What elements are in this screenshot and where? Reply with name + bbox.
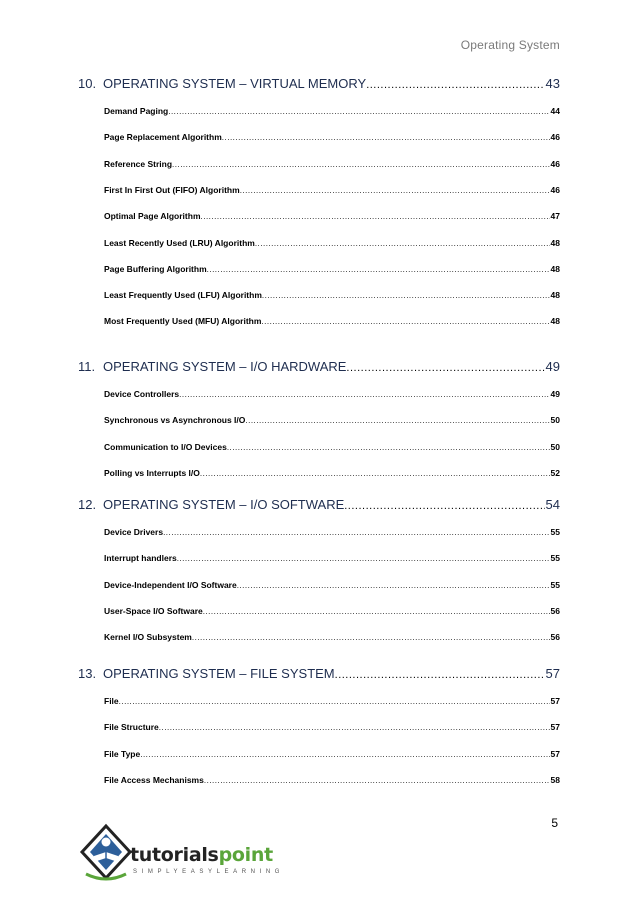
toc-section-entry[interactable]: [104, 185, 560, 195]
toc-chapter-entry[interactable]: [78, 497, 560, 512]
section-title: Reference String: [104, 159, 173, 169]
section-page: 56: [550, 632, 560, 642]
section-title: Polling vs Interrupts I/O: [104, 468, 200, 478]
toc-section-entry[interactable]: [104, 316, 560, 326]
dot-leader: [204, 776, 550, 785]
section-title: File: [104, 696, 119, 706]
toc-section-entry[interactable]: [104, 290, 560, 300]
dot-leader: [262, 291, 550, 300]
chapter-page: 57: [545, 666, 560, 681]
dot-leader: [245, 416, 549, 425]
section-page: 48: [550, 238, 560, 248]
dot-leader: [172, 160, 550, 169]
section-title: Interrupt handlers: [104, 553, 177, 563]
chapter-title: OPERATING SYSTEM – VIRTUAL MEMORY: [103, 76, 367, 91]
logo-tagline: SIMPLYEASYLEARNING: [133, 869, 285, 875]
toc-section-entry[interactable]: [104, 264, 560, 274]
section-title: Least Recently Used (LRU) Algorithm: [104, 238, 255, 248]
dot-leader: [335, 669, 545, 681]
chapter-title: OPERATING SYSTEM – FILE SYSTEM: [103, 666, 335, 681]
section-page: 50: [550, 442, 560, 452]
chapter-page: 49: [545, 359, 560, 374]
section-title: Page Replacement Algorithm: [104, 132, 222, 142]
toc-section-entry[interactable]: [104, 159, 560, 169]
toc-section-entry[interactable]: [104, 415, 560, 425]
toc-chapter-entry[interactable]: [78, 76, 560, 91]
section-page: 49: [550, 389, 560, 399]
dot-leader: [159, 723, 550, 732]
section-page: 55: [550, 527, 560, 537]
section-title: File Type: [104, 749, 141, 759]
section-page: 44: [550, 106, 560, 116]
running-header: Operating System: [460, 38, 560, 52]
section-title: Device Controllers: [104, 389, 180, 399]
section-page: 56: [550, 606, 560, 616]
dot-leader: [192, 633, 550, 642]
dot-leader: [119, 697, 550, 706]
toc-section-entry[interactable]: [104, 442, 560, 452]
dot-leader: [207, 265, 550, 274]
section-page: 57: [550, 749, 560, 759]
dot-leader: [222, 133, 550, 142]
section-page: 50: [550, 415, 560, 425]
section-page: 48: [550, 290, 560, 300]
dot-leader: [261, 317, 549, 326]
section-title: Kernel I/O Subsystem: [104, 632, 192, 642]
dot-leader: [344, 500, 544, 512]
chapter-page: 43: [545, 76, 560, 91]
logo-wordmark-accent: point: [218, 844, 273, 866]
logo-wordmark-main: tutorials: [130, 844, 219, 866]
page-number: 5: [551, 816, 558, 830]
section-page: 46: [550, 185, 560, 195]
dot-leader: [346, 362, 544, 374]
section-page: 55: [550, 580, 560, 590]
dot-leader: [227, 443, 550, 452]
section-page: 46: [550, 159, 560, 169]
toc-section-entry[interactable]: [104, 606, 560, 616]
chapter-number: 12.: [78, 497, 97, 512]
section-page: 57: [550, 696, 560, 706]
section-title: Demand Paging: [104, 106, 169, 116]
toc-section-entry[interactable]: [104, 527, 560, 537]
chapter-title: OPERATING SYSTEM – I/O HARDWARE: [103, 359, 347, 374]
toc-section-entry[interactable]: [104, 389, 560, 399]
toc-section-entry[interactable]: [104, 580, 560, 590]
dot-leader: [177, 554, 550, 563]
toc-section-entry[interactable]: [104, 468, 560, 478]
section-title: File Structure: [104, 722, 159, 732]
toc-section-entry[interactable]: [104, 632, 560, 642]
section-page: 55: [550, 553, 560, 563]
dot-leader: [168, 107, 549, 116]
toc-section-entry[interactable]: [104, 211, 560, 221]
section-page: 47: [550, 211, 560, 221]
section-page: 58: [550, 775, 560, 785]
section-title: Most Frequently Used (MFU) Algorithm: [104, 316, 262, 326]
chapter-title: OPERATING SYSTEM – I/O SOFTWARE: [103, 497, 345, 512]
section-page: 48: [550, 316, 560, 326]
toc-section-entry[interactable]: [104, 132, 560, 142]
chapter-number: 11.: [78, 359, 96, 374]
logo-emblem-icon: [78, 822, 134, 886]
logo-wordmark: [130, 844, 273, 866]
section-title: Page Buffering Algorithm: [104, 264, 207, 274]
section-title: Communication to I/O Devices: [104, 442, 227, 452]
section-title: Least Frequently Used (LFU) Algorithm: [104, 290, 262, 300]
section-page: 57: [550, 722, 560, 732]
section-title: Synchronous vs Asynchronous I/O: [104, 415, 246, 425]
toc-section-entry[interactable]: [104, 775, 560, 785]
chapter-page: 54: [545, 497, 560, 512]
section-title: Optimal Page Algorithm: [104, 211, 201, 221]
chapter-number: 13.: [78, 666, 97, 681]
section-page: 46: [550, 132, 560, 142]
dot-leader: [240, 186, 550, 195]
toc-section-entry[interactable]: [104, 106, 560, 116]
toc-section-entry[interactable]: [104, 722, 560, 732]
dot-leader: [237, 581, 550, 590]
section-title: Device-Independent I/O Software: [104, 580, 237, 590]
toc-chapter-entry[interactable]: [78, 359, 560, 374]
dot-leader: [366, 79, 544, 91]
section-title: First In First Out (FIFO) Algorithm: [104, 185, 240, 195]
section-title: Device Drivers: [104, 527, 164, 537]
dot-leader: [140, 750, 549, 759]
section-page: 52: [550, 468, 560, 478]
tutorialspoint-logo: [78, 822, 285, 886]
toc-section-entry[interactable]: [104, 553, 560, 563]
chapter-number: 10.: [78, 76, 97, 91]
section-title: User-Space I/O Software: [104, 606, 203, 616]
toc-chapter-entry[interactable]: [78, 666, 560, 681]
toc-section-entry[interactable]: [104, 696, 560, 706]
dot-leader: [255, 239, 550, 248]
dot-leader: [163, 528, 549, 537]
toc-section-entry[interactable]: [104, 749, 560, 759]
section-title: File Access Mechanisms: [104, 775, 204, 785]
section-page: 48: [550, 264, 560, 274]
dot-leader: [201, 212, 550, 221]
toc-section-entry[interactable]: [104, 238, 560, 248]
dot-leader: [200, 469, 550, 478]
dot-leader: [179, 390, 549, 399]
dot-leader: [203, 607, 550, 616]
